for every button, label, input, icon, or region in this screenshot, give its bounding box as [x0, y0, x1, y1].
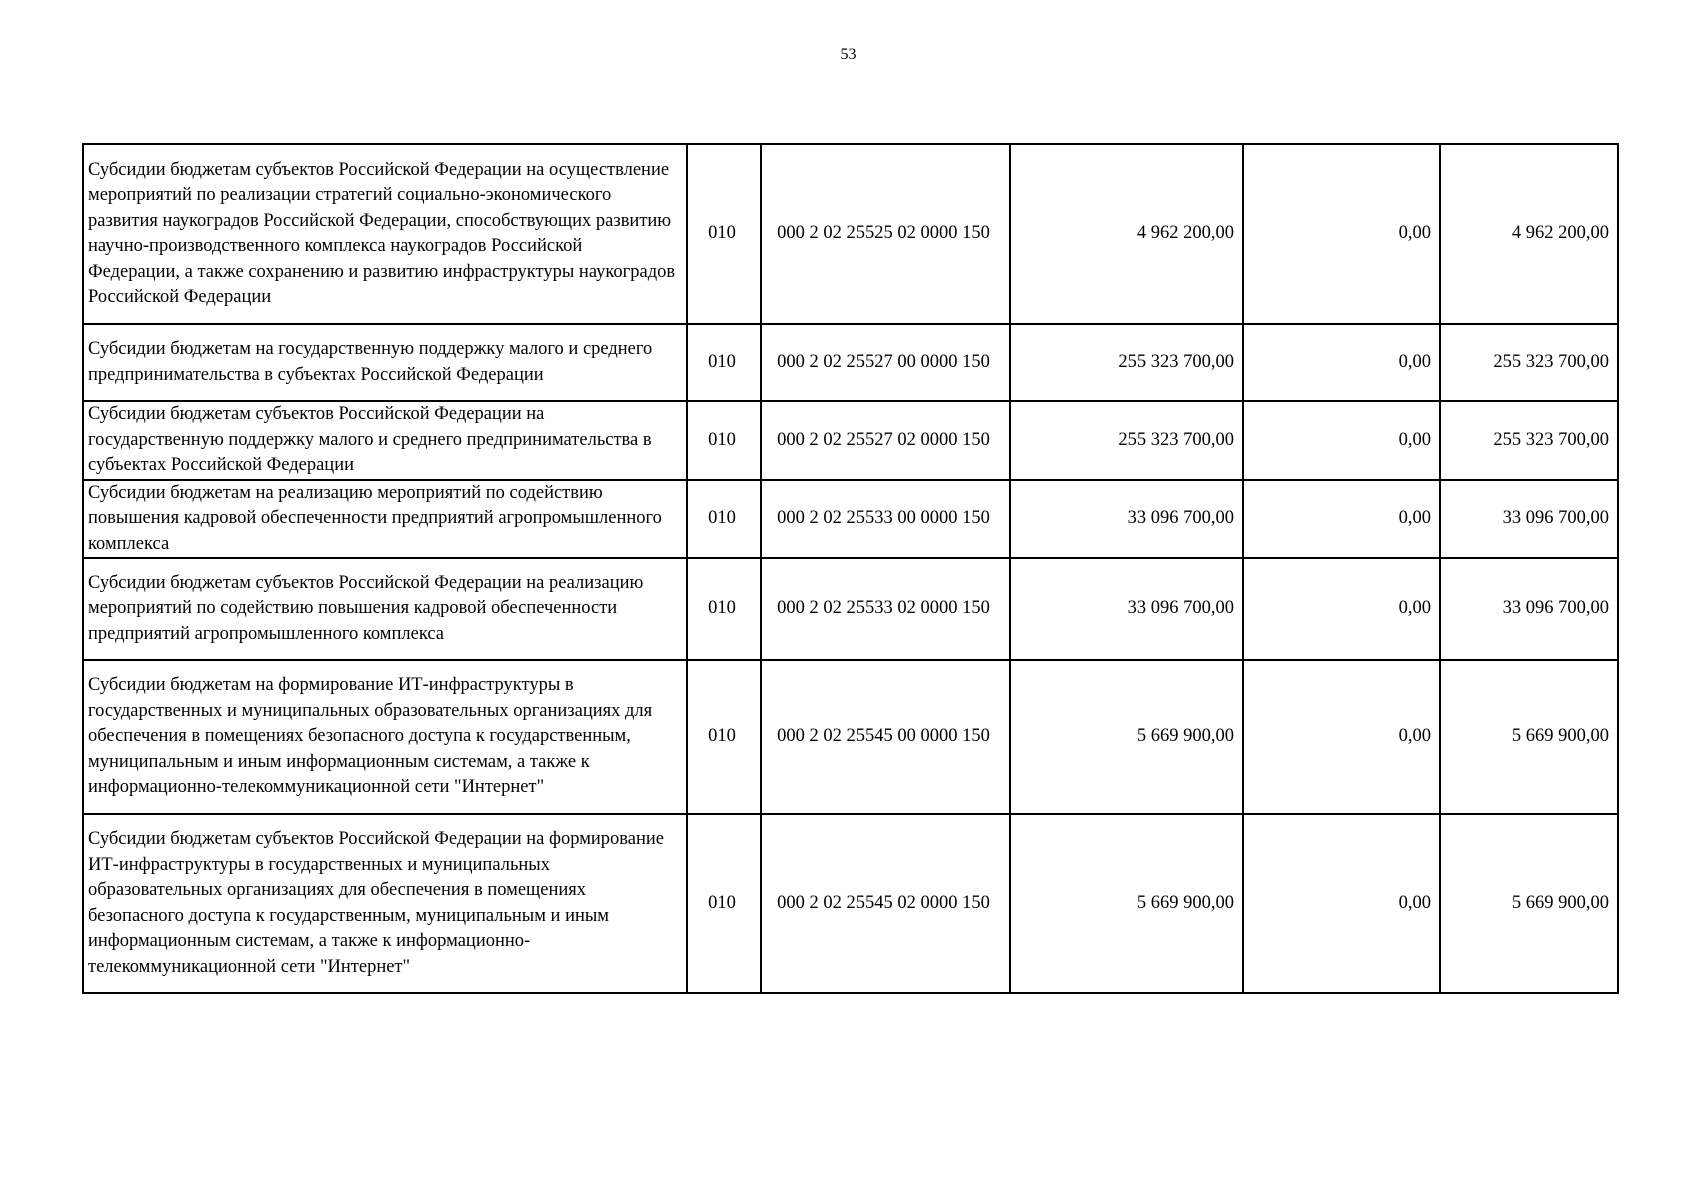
row-admin-code: 010 [687, 480, 761, 559]
row-amount-2: 0,00 [1243, 480, 1440, 559]
row-amount-1: 33 096 700,00 [1010, 558, 1243, 660]
row-amount-2: 0,00 [1243, 401, 1440, 480]
row-amount-2: 0,00 [1243, 558, 1440, 660]
row-description: Субсидии бюджетам субъектов Российской Федерации на осуществление мероприятий по реализации стратегий социально-экономического развития наукоградов Российской Федерации, способствующих развитию научно-производственного комплекса наукоградов Российской Федерации, а также сохранению и развитию инфраструктуры наукоградов Российской Федерации [83, 144, 687, 324]
table-row [83, 480, 1618, 559]
row-description: Субсидии бюджетам на формирование ИТ-инфраструктуры в государственных и муниципальных образовательных организациях для обеспечения в помещениях безопасного доступа к государственным, муниципальным и иным информационным системам, а также к информационно-телекоммуникационной сети "Интернет" [83, 660, 687, 814]
row-amount-3: 33 096 700,00 [1440, 558, 1618, 660]
row-amount-3: 255 323 700,00 [1440, 401, 1618, 480]
row-amount-1: 255 323 700,00 [1010, 401, 1243, 480]
row-amount-2: 0,00 [1243, 144, 1440, 324]
row-budget-code: 000 2 02 25525 02 0000 150 [761, 144, 1010, 324]
row-amount-1: 5 669 900,00 [1010, 814, 1243, 993]
table-row [83, 324, 1618, 401]
row-budget-code: 000 2 02 25527 02 0000 150 [761, 401, 1010, 480]
row-description: Субсидии бюджетам на государственную поддержку малого и среднего предпринимательства в субъектах Российской Федерации [83, 324, 687, 401]
table-row [83, 144, 1618, 324]
row-amount-2: 0,00 [1243, 324, 1440, 401]
row-amount-3: 5 669 900,00 [1440, 660, 1618, 814]
table-row [83, 660, 1618, 814]
row-amount-2: 0,00 [1243, 814, 1440, 993]
row-description: Субсидии бюджетам субъектов Российской Федерации на реализацию мероприятий по содействию повышения кадровой обеспеченности предприятий агропромышленного комплекса [83, 558, 687, 660]
row-description: Субсидии бюджетам на реализацию мероприятий по содействию повышения кадровой обеспеченности предприятий агропромышленного комплекса [83, 480, 687, 559]
row-budget-code: 000 2 02 25545 00 0000 150 [761, 660, 1010, 814]
row-budget-code: 000 2 02 25533 02 0000 150 [761, 558, 1010, 660]
budget-revenue-table [82, 143, 1619, 994]
table-row [83, 558, 1618, 660]
row-description: Субсидии бюджетам субъектов Российской Федерации на формирование ИТ-инфраструктуры в государственных и муниципальных образовательных организациях для обеспечения в помещениях безопасного доступа к государственным, муниципальным и иным информационным системам, а также к информационно-телекоммуникационной сети "Интернет" [83, 814, 687, 993]
row-amount-3: 255 323 700,00 [1440, 324, 1618, 401]
row-amount-3: 5 669 900,00 [1440, 814, 1618, 993]
row-description: Субсидии бюджетам субъектов Российской Федерации на государственную поддержку малого и среднего предпринимательства в субъектах Российской Федерации [83, 401, 687, 480]
row-admin-code: 010 [687, 324, 761, 401]
row-admin-code: 010 [687, 401, 761, 480]
row-budget-code: 000 2 02 25545 02 0000 150 [761, 814, 1010, 993]
table-row [83, 814, 1618, 993]
row-amount-1: 4 962 200,00 [1010, 144, 1243, 324]
row-amount-3: 4 962 200,00 [1440, 144, 1618, 324]
row-amount-1: 255 323 700,00 [1010, 324, 1243, 401]
row-admin-code: 010 [687, 144, 761, 324]
row-admin-code: 010 [687, 814, 761, 993]
row-admin-code: 010 [687, 660, 761, 814]
row-amount-2: 0,00 [1243, 660, 1440, 814]
row-admin-code: 010 [687, 558, 761, 660]
row-budget-code: 000 2 02 25533 00 0000 150 [761, 480, 1010, 559]
page-number: 53 [840, 46, 857, 63]
row-amount-1: 33 096 700,00 [1010, 480, 1243, 559]
row-amount-1: 5 669 900,00 [1010, 660, 1243, 814]
row-budget-code: 000 2 02 25527 00 0000 150 [761, 324, 1010, 401]
table-row [83, 401, 1618, 480]
row-amount-3: 33 096 700,00 [1440, 480, 1618, 559]
